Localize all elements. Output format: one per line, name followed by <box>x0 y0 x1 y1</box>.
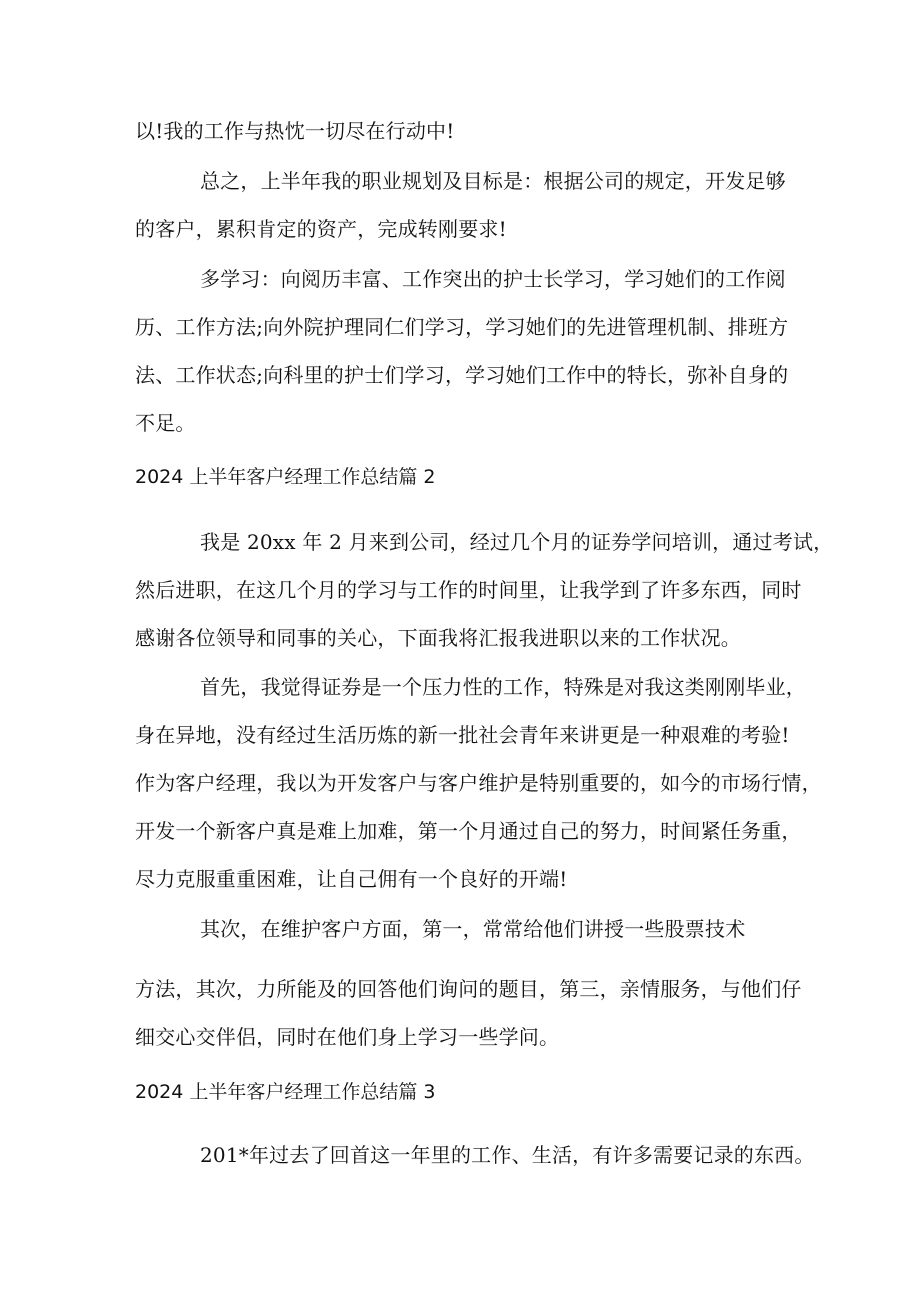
text-line: 我是 20xx 年 2 月来到公司，经过几个月的证券学问培训，通过考试， <box>200 530 834 554</box>
text-line: 多学习：向阅历丰富、工作突出的护士长学习，学习她们的工作阅 <box>200 267 786 291</box>
text-line: 201*年过去了回首这一年里的工作、生活，有许多需要记录的东西。 <box>200 1143 815 1167</box>
text-line: 的客户，累积肯定的资产，完成转刚要求! <box>135 217 507 241</box>
section-heading: 2024 上半年客户经理工作总结篇 2 <box>135 466 436 488</box>
text-line: 尽力克服重重困难，让自己佣有一个良好的开端! <box>135 867 568 891</box>
section-heading: 2024 上半年客户经理工作总结篇 3 <box>135 1081 436 1103</box>
text-line: 然后进职，在这几个月的学习与工作的时间里，让我学到了许多东西，同时 <box>135 578 802 602</box>
text-line: 历、工作方法;向外院护理同仁们学习，学习她们的先进管理机制、排班方 <box>135 315 789 339</box>
text-line: 以!我的工作与热忱一切尽在行动中! <box>135 119 455 143</box>
text-line: 细交心交伴侣，同时在他们身上学习一些学问。 <box>135 1025 560 1049</box>
text-line: 感谢各位领导和同事的关心，下面我将汇报我进职以来的工作状况。 <box>135 626 741 650</box>
text-line: 不足。 <box>135 411 196 435</box>
text-line: 方法，其次，力所能及的回答他们询问的题目，第三，亲情服务，与他们仔 <box>135 977 802 1001</box>
text-line: 总之，上半年我的职业规划及目标是：根据公司的规定，开发足够 <box>200 169 786 193</box>
text-line: 作为客户经理，我以为开发客户与客户维护是特别重要的，如今的市场行情， <box>135 771 822 795</box>
text-line: 开发一个新客户真是难上加难，第一个月通过自己的努力，时间紧任务重， <box>135 819 802 843</box>
text-line: 首先，我觉得证券是一个压力性的工作，特殊是对我这类刚刚毕业， <box>200 675 806 699</box>
text-line: 法、工作状态;向科里的护士们学习，学习她们工作中的特长，弥补自身的 <box>135 363 789 387</box>
text-line: 其次，在维护客户方面，第一，常常给他们讲授一些股票技术 <box>200 917 746 941</box>
text-line: 身在异地，没有经过生活历炼的新一批社会青年来讲更是一种艰难的考验! <box>135 723 790 747</box>
